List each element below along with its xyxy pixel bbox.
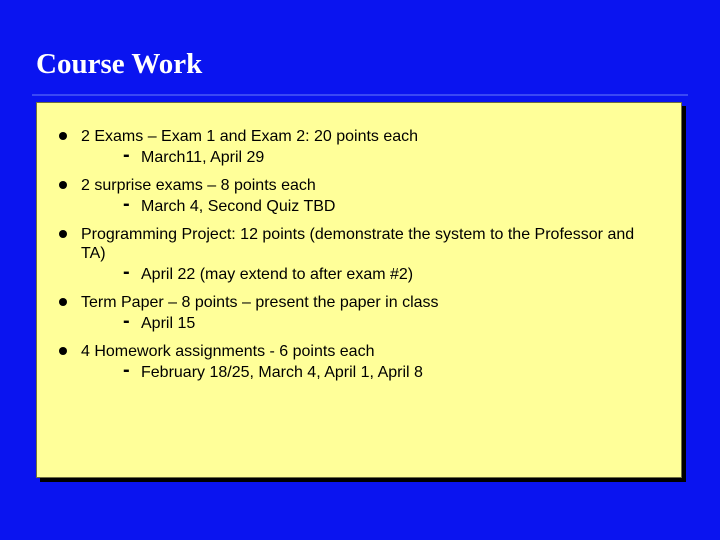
sub-bullet-text: February 18/25, March 4, April 1, April 8 (141, 364, 423, 381)
bullet-list (57, 127, 661, 391)
sub-bullet (123, 261, 661, 284)
bullet-item-exams (57, 127, 661, 167)
dash-icon: - (123, 193, 130, 215)
dash-icon: - (123, 359, 130, 381)
bullet-text: Programming Project: 12 points (demonstrate the system to the Professor and TA) (81, 226, 635, 262)
dash-icon: - (123, 310, 130, 332)
bullet-dot-icon (59, 298, 67, 306)
bullet-text: 2 surprise exams – 8 points each (81, 177, 316, 194)
sub-bullet (123, 144, 661, 167)
dash-icon: - (123, 261, 130, 283)
bullet-dot-icon (59, 181, 67, 189)
bullet-item-homework (57, 342, 661, 382)
sub-bullet (123, 359, 661, 382)
bullet-item-surprise-exams (57, 176, 661, 216)
sub-bullet-text: April 22 (may extend to after exam #2) (141, 266, 414, 283)
dash-icon: - (123, 144, 130, 166)
bullet-dot-icon (59, 347, 67, 355)
slide-title: Course Work (36, 48, 203, 80)
bullet-item-term-paper (57, 293, 661, 333)
bullet-text: 4 Homework assignments - 6 points each (81, 343, 375, 360)
bullet-item-programming-project (57, 225, 661, 284)
bullet-text: 2 Exams – Exam 1 and Exam 2: 20 points each (81, 128, 419, 145)
title-divider (32, 94, 688, 96)
bullet-text: Term Paper – 8 points – present the paper in class (81, 294, 439, 311)
sub-bullet-text: April 15 (141, 315, 196, 332)
sub-bullet-text: March 4, Second Quiz TBD (141, 198, 336, 215)
content-panel (36, 102, 682, 478)
bullet-dot-icon (59, 230, 67, 238)
sub-bullet-text: March11, April 29 (141, 149, 265, 166)
bullet-dot-icon (59, 132, 67, 140)
sub-bullet (123, 310, 661, 333)
sub-bullet (123, 193, 661, 216)
